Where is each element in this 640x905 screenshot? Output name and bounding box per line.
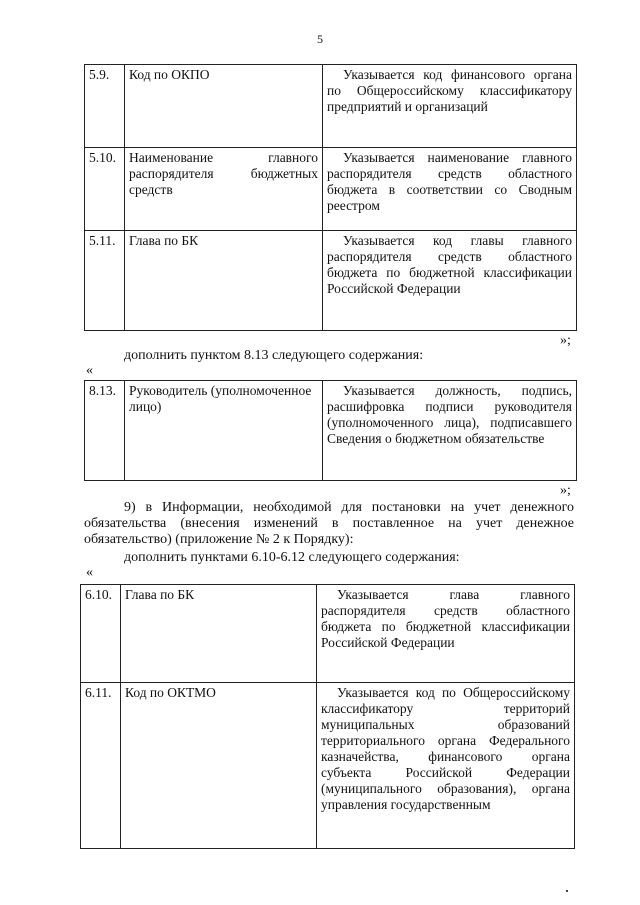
table-row [81, 585, 575, 683]
table-row [85, 381, 577, 481]
row-description: Указывается глава главного распорядителя средств областного бюджета по бюджетной классификации Российской Федерации [317, 585, 575, 683]
table-row [85, 65, 577, 148]
page-number: 5 [317, 32, 323, 46]
table-1 [84, 64, 577, 331]
opening-quote: « [86, 565, 93, 580]
paragraph-add-6-10: дополнить пунктами 6.10-6.12 следующего содержания: [124, 550, 460, 565]
scan-speck [566, 890, 568, 892]
row-name: Код по ОКТМО [121, 683, 317, 849]
row-description: Указывается код по Общероссийскому классификатору территорий муниципальных образований территориального органа Федерального казначейства, финансового органа субъекта Российской Федерации (муниципального образования), органа управления государственным [317, 683, 575, 849]
row-name: Наименование главного распорядителя бюджетных средств [125, 148, 323, 231]
row-name: Руководитель (уполномоченное лицо) [125, 381, 323, 481]
row-description: Указывается код финансового органа по Общероссийскому классификатору предприятий и организаций [323, 65, 577, 148]
row-number: 6.10. [81, 585, 121, 683]
paragraph-9: 9) в Информации, необходимой для постановки на учет денежного обязательства (внесения изменений в поставленное на учет денежное обязательство) (приложение № 2 к Порядку): [84, 500, 574, 547]
row-number: 6.11. [81, 683, 121, 849]
table-row [81, 683, 575, 849]
row-description: Указывается должность, подпись, расшифровка подписи руководителя (уполномоченного лица), подписавшего Сведения о бюджетном обязательстве [323, 381, 577, 481]
row-name: Глава по БК [121, 585, 317, 683]
row-description: Указывается код главы главного распорядителя средств областного бюджета по бюджетной классификации Российской Федерации [323, 231, 577, 331]
table-row [85, 148, 577, 231]
row-description: Указывается наименование главного распорядителя средств областного бюджета в соответствии со Сводным реестром [323, 148, 577, 231]
row-number: 5.9. [85, 65, 125, 148]
row-name: Глава по БК [125, 231, 323, 331]
row-number: 5.11. [85, 231, 125, 331]
closing-quote: »; [560, 483, 571, 498]
table-row [85, 231, 577, 331]
row-name: Код по ОКПО [125, 65, 323, 148]
opening-quote: « [86, 363, 93, 378]
closing-quote: »; [560, 333, 571, 348]
paragraph-add-8-13: дополнить пунктом 8.13 следующего содержания: [124, 348, 424, 363]
row-number: 8.13. [85, 381, 125, 481]
table-3 [80, 584, 575, 849]
row-number: 5.10. [85, 148, 125, 231]
table-2 [84, 380, 577, 481]
